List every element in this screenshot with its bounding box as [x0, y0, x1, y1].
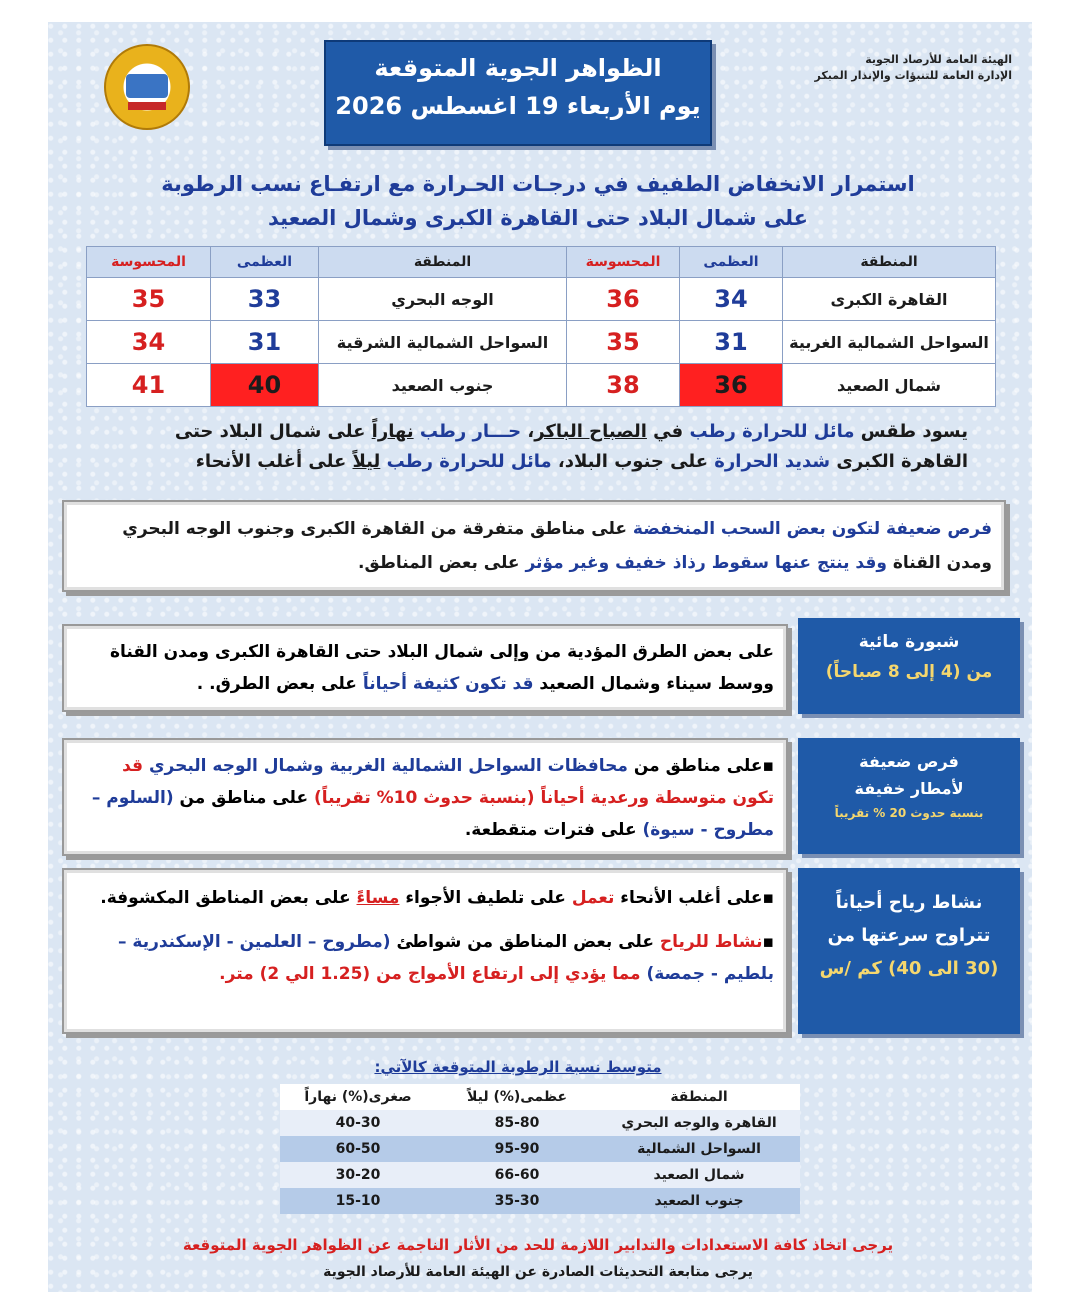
feel-temp-cell: 38: [567, 364, 680, 407]
bulletin-sheet: [48, 22, 1032, 1292]
text-run: ،: [521, 421, 535, 442]
follow-updates-note: يرجى متابعة التحديثات الصادرة عن الهيئة العامة للأرصاد الجوية: [323, 1264, 753, 1280]
feel-temp-cell: 35: [567, 321, 680, 364]
text-run: مائل للحرارة رطب: [689, 421, 855, 442]
text-run: شديد الحرارة: [714, 451, 831, 472]
col-region: المنطقة: [598, 1084, 800, 1110]
region-cell: جنوب الصعيد: [598, 1188, 800, 1214]
rain-tag: [798, 738, 1020, 854]
feel-temp-cell: 41: [87, 364, 211, 407]
col-min: صغرى(%) نهاراً: [280, 1084, 436, 1110]
region-cell: الوجه البحري: [319, 278, 567, 321]
forecast-date: يوم الأربعاء 19 اغسطس 2026: [335, 92, 701, 120]
rain-tag-line-3: بنسبة حدوث 20 % تقريباً: [834, 806, 984, 820]
rain-tag-line-1: فرص ضعيفة: [859, 752, 959, 771]
agency-name: الهيئة العامة للأرصاد الجوية: [865, 53, 1012, 66]
text-run: فرص ضعيفة لتكون بعض السحب المنخفضة: [632, 519, 992, 539]
agency-logo: [104, 44, 190, 130]
region-cell: شمال الصعيد: [783, 364, 996, 407]
humidity-title: متوسط نسبة الرطوبة المتوقعة كالآتي:: [374, 1058, 662, 1076]
fog-box: [62, 624, 788, 712]
headline: [138, 167, 938, 235]
region-cell: السواحل الشمالية الغربية: [783, 321, 996, 364]
text-run: على مناطق متفرقة من القاهرة الكبرى وجنوب الوجه البحري ومدن القناة: [122, 519, 992, 573]
rain-box: [62, 738, 788, 856]
text-run: على أغلب الأنحاء: [614, 888, 763, 908]
humidity-table-header: [280, 1084, 800, 1110]
text-run: نشاط للرياح: [659, 932, 763, 952]
text-run: (مطروح – العلمين - الإسكندرية – بلطيم - جمصة): [117, 932, 774, 984]
text-run: محافظات السواحل الشمالية الغربية وشمال الوجه البحري: [148, 756, 628, 776]
text-run: على تلطيف الأجواء: [399, 888, 572, 908]
text-run: في: [646, 421, 690, 442]
text-run: ليلاً: [352, 451, 381, 472]
fog-tag-title: شبورة مائية: [858, 632, 960, 652]
col-max: العظمى: [211, 247, 319, 278]
text-run: الصباح الباكر: [534, 421, 647, 442]
max-temp-cell-highlight: 40: [211, 364, 319, 407]
wind-bullet-1: [76, 882, 774, 914]
logo-cloud-icon: [126, 74, 168, 98]
precaution-note: يرجى اتخاذ كافة الاستعدادات والتدابير اللازمة للحد من الأثار الناجمة عن الظواهر الجوية المتوقعة: [182, 1236, 894, 1254]
table-row: [280, 1162, 800, 1188]
min-cell: 30-20: [280, 1162, 436, 1188]
max-cell: 35-30: [436, 1188, 598, 1214]
wind-bullet-2: [76, 926, 774, 990]
region-cell: السواحل الشمالية: [598, 1136, 800, 1162]
wind-tag-line-3: (30 الى 40) كم /س: [819, 958, 999, 979]
text-run: على فترات متقطعة.: [464, 820, 643, 840]
max-cell: 66-60: [436, 1162, 598, 1188]
min-cell: 40-30: [280, 1110, 436, 1136]
wind-tag-line-1: نشاط رياح أحياناً: [835, 892, 983, 913]
text-run: مساءً: [356, 888, 400, 908]
table-row: [280, 1110, 800, 1136]
headline-line-2: على شمال البلاد حتى القاهرة الكبرى وشمال الصعيد: [267, 206, 808, 230]
text-run: نهاراً: [371, 421, 414, 442]
page-title: الظواهر الجوية المتوقعة: [374, 54, 662, 82]
col-max: العظمى: [680, 247, 783, 278]
region-cell: القاهرة والوجه البحري: [598, 1110, 800, 1136]
text-run: وقد ينتج عنها سقوط رذاذ خفيف وغير مؤثر: [525, 553, 887, 573]
max-temp-cell: 33: [211, 278, 319, 321]
text-run: (السلوم – مطروح - سيوة): [91, 788, 774, 840]
text-run: قد تكون متوسطة ورعدية أحياناً (بنسبة حدوث 10% تقريباً): [122, 756, 774, 808]
headline-line-1: استمرار الانخفاض الطفيف في درجـات الحـرارة مع ارتفـاع نسب الرطوبة: [161, 172, 915, 196]
text-run: على أغلب الأنحاء: [195, 451, 353, 472]
max-temp-cell: 31: [680, 321, 783, 364]
humidity-table: [280, 1084, 800, 1214]
wind-box: [62, 868, 788, 1034]
text-run: تعمل: [571, 888, 615, 908]
fog-tag-time: من (4 إلى 8 صباحاً): [825, 662, 993, 682]
text-run: مائل للحرارة رطب: [386, 451, 552, 472]
title-box: [324, 40, 712, 146]
text-run: مما يؤدي إلى ارتفاع الأمواج من (1.25 الي 2) متر.: [219, 964, 647, 984]
text-run: حـــار رطب: [419, 421, 522, 442]
text-run: على بعض المناطق.: [358, 553, 526, 573]
text-run: على بعض الطرق. .: [196, 674, 363, 694]
max-cell: 85-80: [436, 1110, 598, 1136]
text-run: على بعض الطرق المؤدية من وإلى شمال البلاد حتى القاهرة الكبرى ومدن القناة ووسط سيناء وشمال الصعيد: [109, 642, 774, 694]
table-row: [87, 364, 996, 407]
region-cell: جنوب الصعيد: [319, 364, 567, 407]
region-cell: شمال الصعيد: [598, 1162, 800, 1188]
feel-temp-cell: 36: [567, 278, 680, 321]
col-feel: المحسوسة: [87, 247, 211, 278]
text-run: على مناطق من: [627, 756, 763, 776]
table-row: [280, 1136, 800, 1162]
region-cell: السواحل الشمالية الشرقية: [319, 321, 567, 364]
min-cell: 60-50: [280, 1136, 436, 1162]
wind-tag-line-2: تتراوح سرعتها من: [827, 925, 991, 946]
col-region: المنطقة: [319, 247, 567, 278]
text-run: قد تكون كثيفة أحياناً: [362, 674, 534, 694]
text-run: على بعض المناطق من شواطئ: [390, 932, 660, 952]
region-cell: القاهرة الكبرى: [783, 278, 996, 321]
table-row: [87, 321, 996, 364]
min-cell: 15-10: [280, 1188, 436, 1214]
text-run: على بعض المناطق المكشوفة.: [100, 888, 357, 908]
wind-tag: [798, 868, 1020, 1034]
feel-temp-cell: 34: [87, 321, 211, 364]
text-run: على جنوب البلاد،: [551, 451, 715, 472]
col-region: المنطقة: [783, 247, 996, 278]
temperature-table-header: [87, 247, 996, 278]
max-temp-cell: 31: [211, 321, 319, 364]
fog-tag: [798, 618, 1020, 714]
agency-department: الإدارة العامة للتنبؤات والإنذار المبكر: [814, 69, 1012, 82]
bullet-icon: ▪: [762, 756, 774, 776]
text-run: يسود طقس: [854, 421, 968, 442]
col-feel: المحسوسة: [567, 247, 680, 278]
weather-summary: [108, 417, 968, 477]
temperature-table: [86, 246, 996, 407]
low-clouds-box: [62, 500, 1006, 592]
agency-header: [752, 52, 1012, 84]
table-row: [280, 1188, 800, 1214]
rain-tag-line-2: لأمطار خفيفة: [854, 779, 964, 798]
table-row: [87, 278, 996, 321]
text-run: على مناطق من: [173, 788, 315, 808]
max-cell: 95-90: [436, 1136, 598, 1162]
text-run: على شمال البلاد حتى القاهرة الكبرى: [174, 421, 968, 472]
max-temp-cell: 34: [680, 278, 783, 321]
col-max: عظمى(%) ليلاً: [436, 1084, 598, 1110]
feel-temp-cell: 35: [87, 278, 211, 321]
bullet-icon: ▪: [762, 888, 774, 908]
logo-ribbon: [128, 102, 166, 110]
bullet-icon: ▪: [762, 932, 774, 952]
max-temp-cell-highlight: 36: [680, 364, 783, 407]
